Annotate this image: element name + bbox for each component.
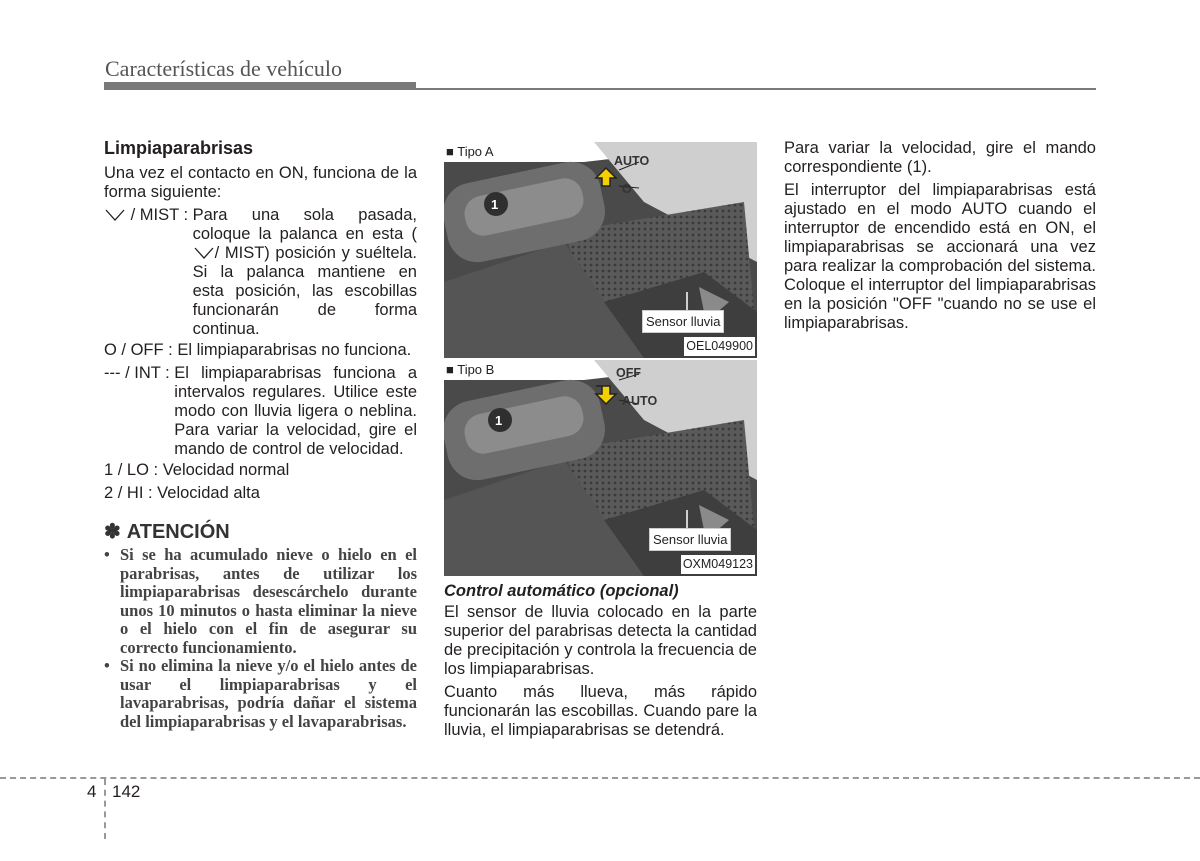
subsection-heading: Control automático (opcional) bbox=[444, 582, 679, 600]
hi-line: 2 / HI : Velocidad alta bbox=[104, 484, 260, 502]
figure-code: OEL049900 bbox=[684, 337, 755, 356]
attention-title: ATENCIÓN bbox=[126, 521, 230, 543]
chapter-number: 4 bbox=[87, 782, 97, 801]
body-paragraph: Para variar la velocidad, gire el mando correspondiente (1). bbox=[784, 139, 1096, 176]
svg-text:1: 1 bbox=[495, 413, 503, 428]
figure-type-label: ■ Tipo A bbox=[446, 144, 494, 159]
figure-type-label: ■ Tipo B bbox=[446, 362, 495, 377]
int-description: El limpiaparabrisas funciona a intervalos regulares. Utilice este modo con lluvia ligera o neblina. Para variar la velocidad, gire el mando de control de velocidad. bbox=[174, 364, 417, 458]
right-column bbox=[784, 139, 1096, 337]
page-number: 142 bbox=[112, 782, 141, 801]
header-rule bbox=[104, 82, 416, 90]
lever-label-top: OFF bbox=[616, 366, 641, 380]
mist-description: Para una sola pasada, coloque la palanca en esta (/ MIST) posición y suéltela. Si la palanca mantiene en esta posición, las escobillas funcionarán de forma continua. bbox=[192, 206, 417, 338]
mist-symbol-icon bbox=[193, 246, 215, 260]
figure-type-a bbox=[444, 142, 757, 358]
lo-line: 1 / LO : Velocidad normal bbox=[104, 461, 290, 479]
int-definition bbox=[104, 364, 417, 459]
body-paragraph: El interruptor del limpiaparabrisas está ajustado en el modo AUTO cuando el interruptor de encendido está en ON, el limpiaparabrisas se accionará una vez para realizar la comprobación del sistema. Coloque el interruptor del limpiaparabrisas en la posición "OFF "cuando no se use el limpiaparabrisas. bbox=[784, 181, 1096, 332]
intro-text: Una vez el contacto en ON, funciona de la forma siguiente: bbox=[104, 164, 417, 201]
mist-symbol-icon bbox=[104, 208, 126, 222]
off-line: O / OFF : El limpiaparabrisas no funciona. bbox=[104, 341, 412, 359]
page-header-title: Características de vehículo bbox=[105, 56, 343, 81]
header-rule-thin bbox=[416, 88, 1096, 90]
figure-code: OXM049123 bbox=[681, 555, 755, 574]
section-heading: Limpiaparabrisas bbox=[104, 138, 254, 158]
lever-label-bottom: O bbox=[622, 182, 632, 196]
body-paragraph: El sensor de lluvia colocado en la parte superior del parabrisas detecta la cantidad de precipitación y controla la frecuencia de los limpiaparabrisas. bbox=[444, 603, 757, 678]
int-term: --- / INT : bbox=[104, 364, 175, 382]
figure-type-b bbox=[444, 360, 757, 576]
lever-label-bottom: AUTO bbox=[622, 394, 658, 408]
middle-column bbox=[444, 142, 757, 744]
svg-text:1: 1 bbox=[491, 197, 499, 212]
attention-heading bbox=[104, 523, 417, 542]
left-column bbox=[104, 139, 417, 731]
attention-item: • Si se ha acumulado nieve o hielo en el parabrisas, antes de utilizar los limpiaparabrisas desescárchelo durante unos 10 minutos o hasta eliminar la nieve o el hielo con el fin de asegurar su correcto funcionamiento. bbox=[104, 545, 417, 657]
footer-divider-vertical bbox=[104, 779, 106, 839]
attention-list bbox=[104, 546, 417, 731]
rain-sensor-callout: Sensor lluvia bbox=[649, 528, 731, 551]
rain-sensor-callout: Sensor lluvia bbox=[642, 310, 724, 333]
body-paragraph: Cuanto más llueva, más rápido funcionarán las escobillas. Cuando pare la lluvia, el limpiaparabrisas se detendrá. bbox=[444, 683, 757, 739]
mist-term: / MIST : bbox=[104, 206, 193, 339]
attention-item: • Si no elimina la nieve y/o el hielo antes de usar el limpiaparabrisas y el lavaparabrisas, podría dañar el sistema del limpiaparabrisas y el lavaparabrisas. bbox=[104, 656, 417, 731]
attention-star-icon: ✽ bbox=[104, 521, 121, 543]
footer-divider bbox=[0, 777, 1200, 779]
lever-label-top: AUTO bbox=[614, 154, 650, 168]
mist-definition bbox=[104, 206, 417, 339]
